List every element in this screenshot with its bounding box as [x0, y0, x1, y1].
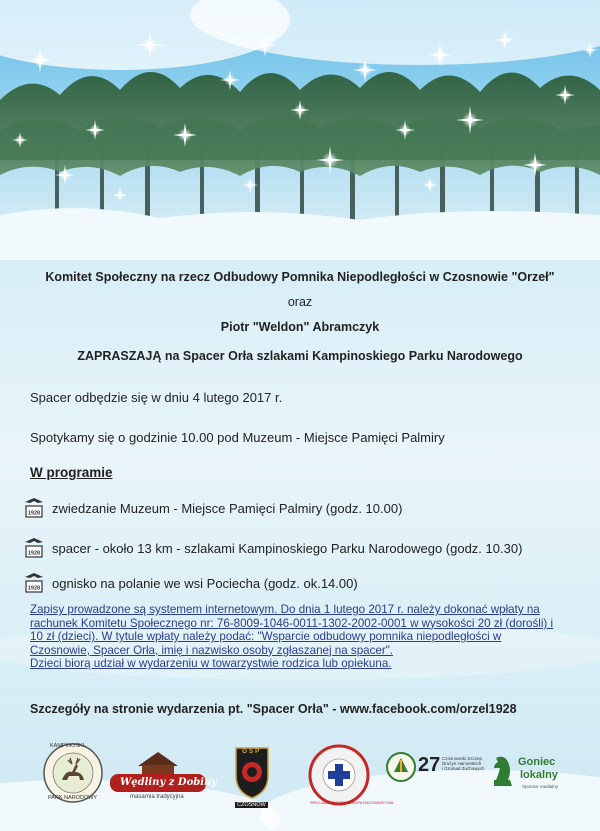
program-item: [22, 535, 522, 561]
scouts-logo: [386, 750, 485, 800]
svg-text:1928: 1928: [27, 510, 41, 517]
goniec-name-2: lokalny: [520, 769, 558, 781]
svg-text:1928: 1928: [27, 585, 41, 592]
wedliny-logo: [108, 748, 218, 804]
notice-line: Zapisy prowadzone są systemem internetowym. Do dnia 1 lutego 2017 r. należy dokonać wpłaty na: [30, 603, 540, 616]
osp-subtitle: CZOSNÓW: [237, 802, 266, 808]
program-item-text: zwiedzanie Muzeum - Miejsce Pamięci Palmiry (godz. 10.00): [52, 500, 403, 516]
organizer-title: Komitet Społeczny na rzecz Odbudowy Pomnika Niepodległości w Czosnowie "Orzeł": [45, 270, 555, 284]
registration-notice: [30, 603, 575, 671]
program-item: [22, 495, 402, 521]
kampinoski-park-logo: [42, 742, 104, 804]
program-item-text: spacer - około 13 km - szlakami Kampinoskiego Parku Narodowego (godz. 10.30): [52, 540, 523, 556]
rescue-group-logo: [306, 744, 394, 806]
wedliny-name: Wędliny z Dobiny: [120, 777, 218, 788]
scouts-text-3: i Gromad Zuchowych: [442, 766, 485, 771]
notice-line: 10 zł (dzieci). W tytule wpłaty należy podać: "Wsparcie odbudowy pomnika niepodległości w: [30, 630, 502, 644]
goniec-subtitle: Sponsor medialny: [522, 784, 559, 789]
goniec-logo: [488, 750, 580, 800]
invitation-title: ZAPRASZAJĄ na Spacer Orła szlakami Kampinoskiego Parku Narodowego: [77, 349, 523, 363]
rescue-group-text: SPECJALISTYCZNA GRUPA RATOWNICTWA: [310, 800, 394, 805]
program-item: [22, 570, 358, 596]
eagle-1928-icon: [22, 571, 46, 595]
program-item-text: ognisko na polanie we wsi Pociecha (godz. ok.14.00): [52, 575, 358, 591]
date-line: Spacer odbędzie się w dniu 4 lutego 2017 r.: [30, 390, 283, 405]
eagle-1928-icon: [22, 536, 46, 560]
scouts-text-1: Czosnowski Szczep: [442, 756, 483, 761]
osp-text: O S P: [242, 748, 260, 755]
notice-line: Dzieci biorą udział w wydarzeniu w towarzystwie rodzica lub opiekuna.: [30, 657, 392, 671]
goniec-name: Goniec: [518, 756, 556, 768]
sponsor-logos: [0, 738, 600, 828]
scouts-text-2: Drużyn Harcerskich: [442, 761, 482, 766]
eagle-1928-icon: [22, 496, 46, 520]
co-organizer-name: Piotr "Weldon" Abramczyk: [220, 320, 380, 334]
kampinoski-bottom-text: PARK NARODOWY: [48, 795, 98, 801]
scouts-number: 27: [418, 754, 441, 776]
notice-line: Czosnowie, Spacer Orła, imię i nazwisko osoby zgłaszanej na spacer".: [30, 643, 394, 657]
program-heading: W programie: [30, 465, 113, 480]
kampinoski-top-text: KAMPINOSKI: [50, 743, 85, 749]
osp-logo: [232, 740, 272, 812]
notice-line: rachunek Komitetu Społecznego nr: 76-8009-1046-0011-1302-2002-0001 w wysokości 20 zł (dorośli) i: [30, 616, 554, 630]
conjunction-text: oraz: [287, 295, 313, 309]
wedliny-subtitle: masarnia tradycyjna: [130, 794, 184, 800]
meeting-line: Spotykamy się o godzinie 10.00 pod Muzeum - Miejsce Pamięci Palmiry: [30, 430, 445, 445]
event-details-link[interactable]: Szczegóły na stronie wydarzenia pt. "Spacer Orła" - www.facebook.com/orzel1928: [30, 702, 517, 716]
svg-text:1928: 1928: [27, 550, 41, 557]
